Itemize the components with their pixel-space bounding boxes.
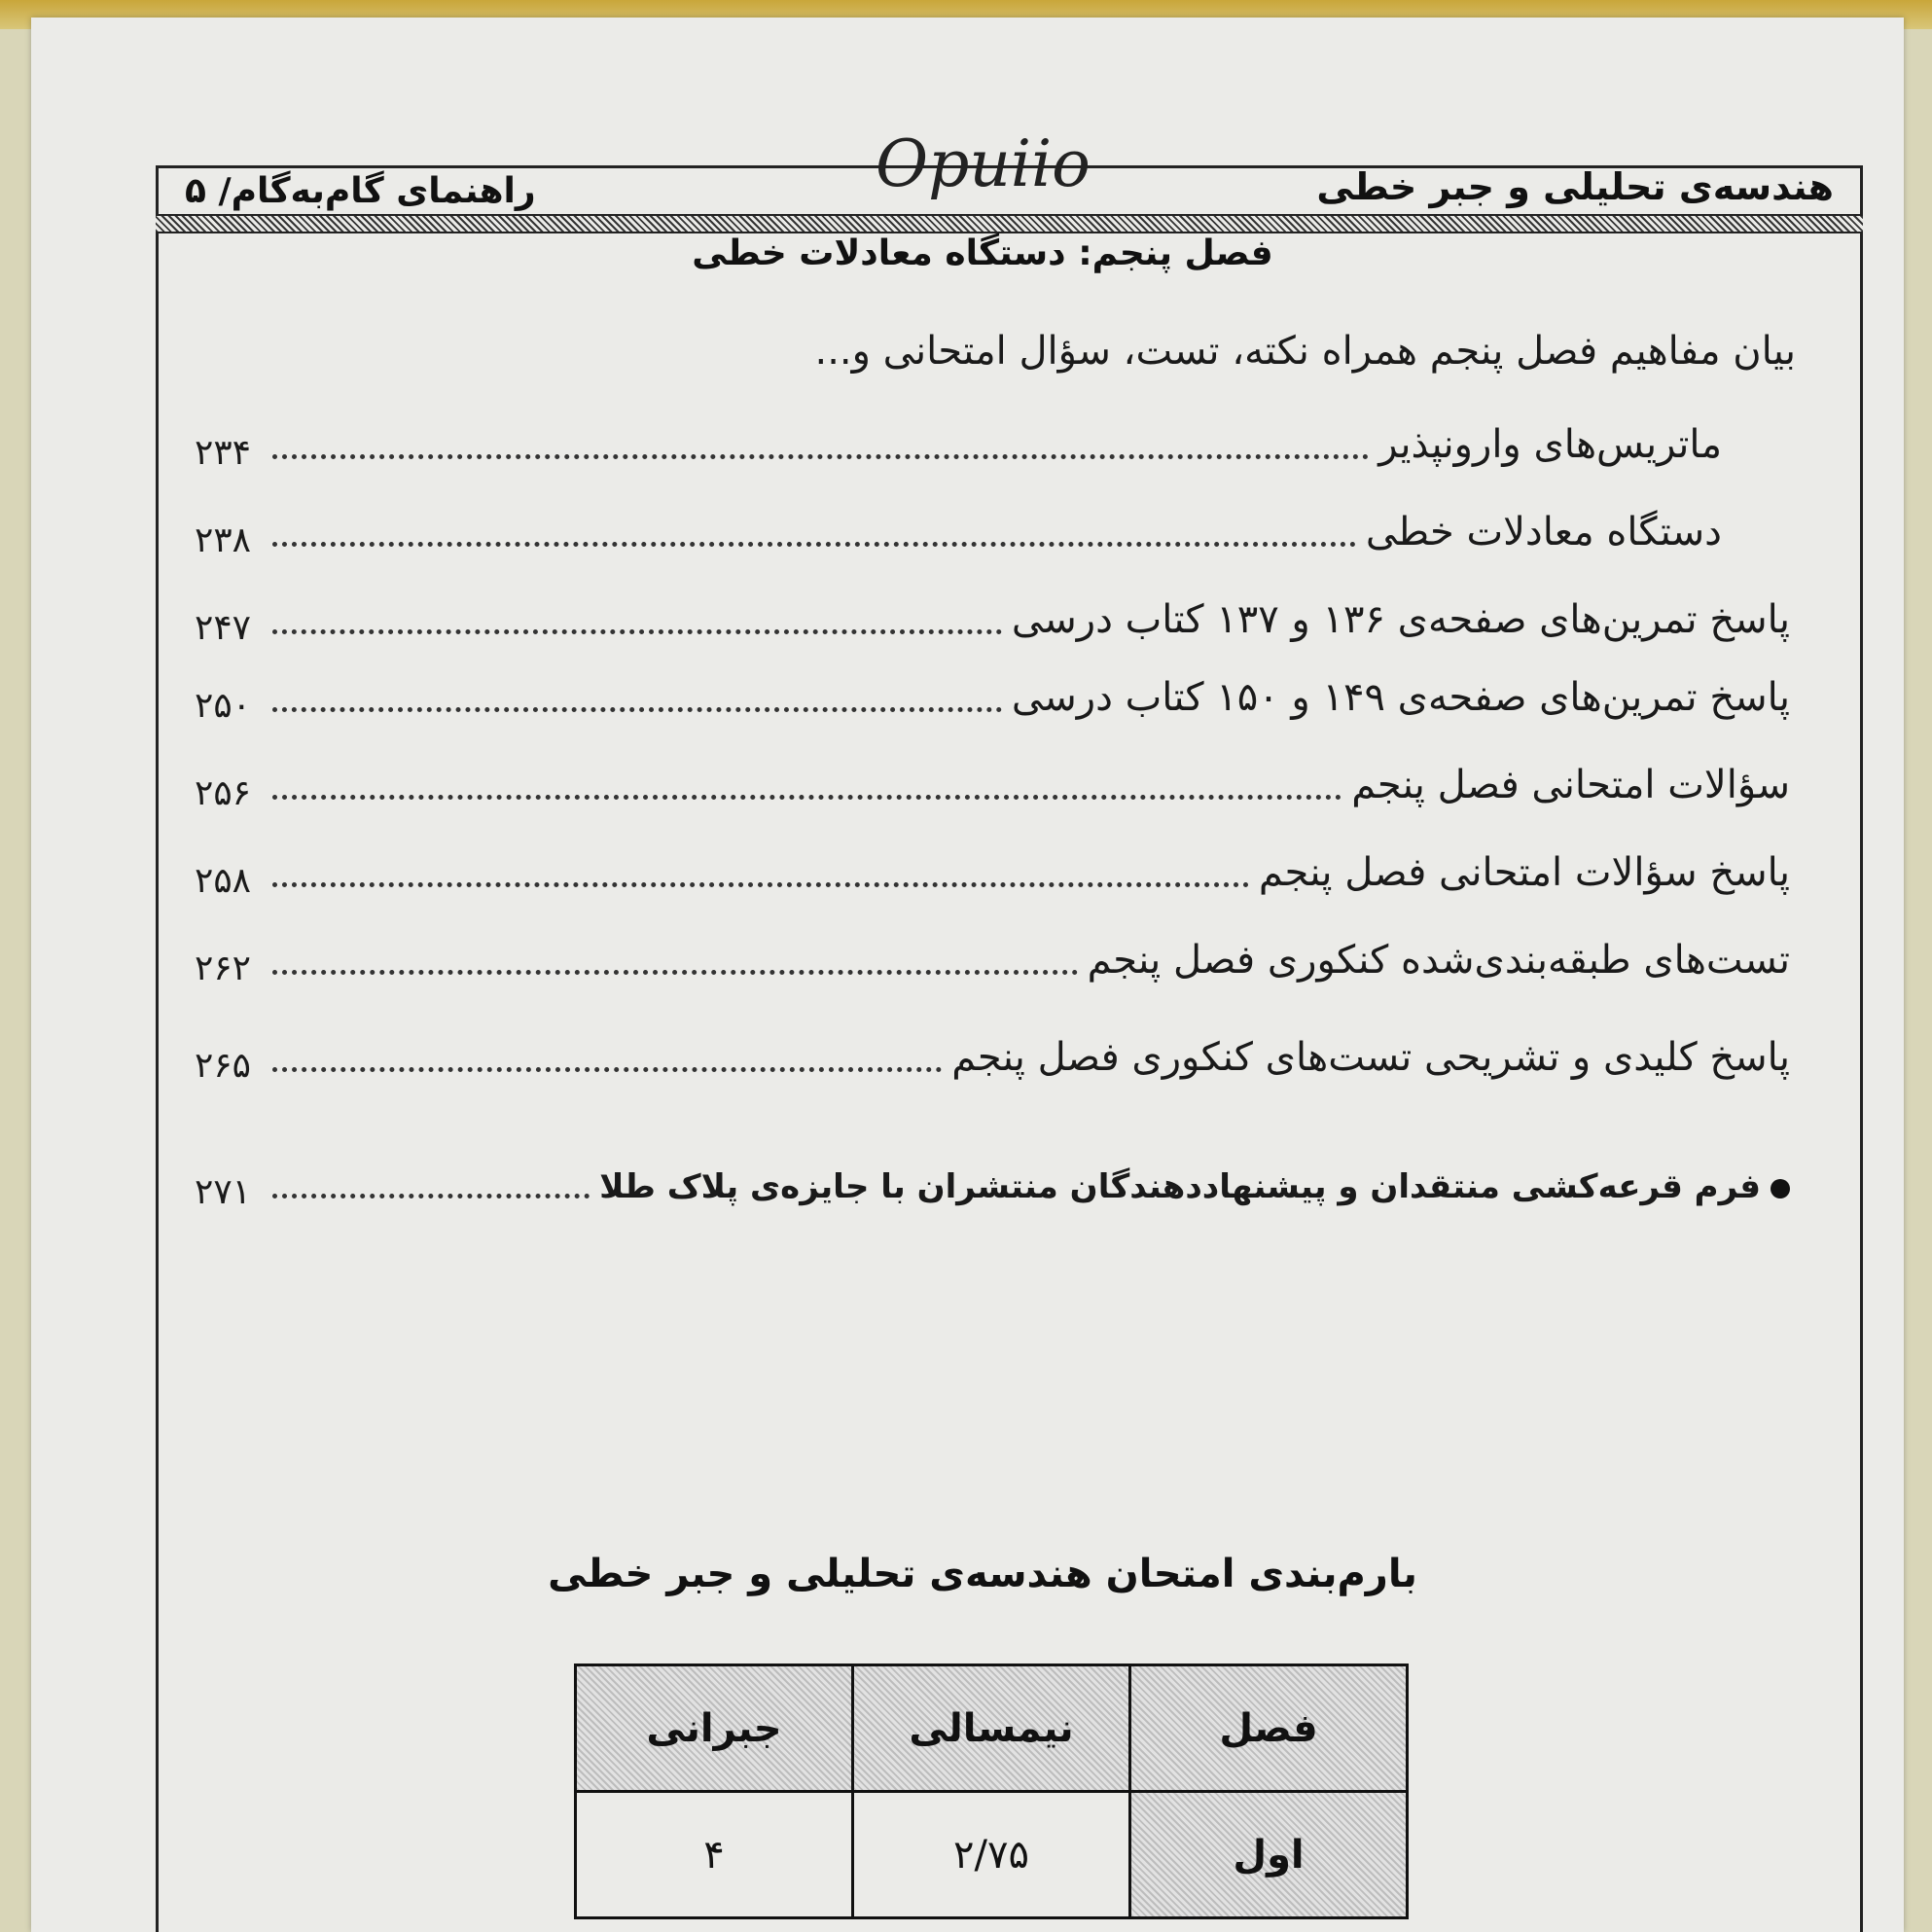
table-cell: ۴ xyxy=(576,1792,853,1918)
chapter-intro: بیان مفاهیم فصل پنجم همراه نکته، تست، سؤال امتحانی و... xyxy=(814,329,1796,374)
toc-entry-page: ۲۴۷ xyxy=(195,608,252,648)
table-cell: اول xyxy=(1130,1792,1408,1918)
toc-entry-label: سؤالات امتحانی فصل پنجم xyxy=(1351,763,1790,807)
toc-entry-label: پاسخ تمرین‌های صفحه‌ی ۱۴۹ و ۱۵۰ کتاب درسی xyxy=(1011,675,1790,720)
toc-entry[interactable] xyxy=(195,496,1790,564)
toc-entry-label xyxy=(599,1167,1790,1216)
toc-entry-page: ۲۵۰ xyxy=(195,686,252,726)
toc-entry-label: دستگاه معادلات خطی xyxy=(1365,510,1722,555)
toc-entry-page: ۲۳۸ xyxy=(195,520,252,560)
toc-entry-label: ماتریس‌های وارونپذیر xyxy=(1378,422,1722,467)
toc-leader-dots xyxy=(272,629,1002,634)
toc-leader-dots xyxy=(272,542,1356,547)
toc-entry-page: ۲۵۸ xyxy=(195,861,252,901)
toc-leader-dots xyxy=(272,707,1002,712)
table-header-row xyxy=(576,1665,1408,1792)
toc-entry[interactable] xyxy=(195,1021,1790,1090)
toc-entry-page: ۲۷۱ xyxy=(195,1172,252,1212)
toc-entry-page: ۲۶۵ xyxy=(195,1046,252,1086)
header-divider xyxy=(156,214,1863,233)
toc-leader-dots xyxy=(272,882,1249,887)
toc-leader-dots xyxy=(272,1194,590,1199)
toc-entry-label: پاسخ سؤالات امتحانی فصل پنجم xyxy=(1258,850,1790,895)
toc-leader-dots xyxy=(272,970,1078,975)
book-title: هندسه‌ی تحلیلی و جبر خطی xyxy=(1316,165,1834,208)
table-header-cell: نیمسالی xyxy=(853,1665,1130,1792)
publisher-logo: Opuiio xyxy=(876,126,1091,201)
toc-leader-dots xyxy=(272,1067,942,1072)
score-table-title: بارم‌بندی امتحان هندسه‌ی تحلیلی و جبر خطی xyxy=(548,1552,1417,1596)
toc-entry-page: ۲۵۶ xyxy=(195,773,252,813)
table-row xyxy=(576,1792,1408,1918)
score-table xyxy=(574,1664,1409,1919)
toc-entry-label: تست‌های طبقه‌بندی‌شده کنکوری فصل پنجم xyxy=(1087,938,1790,983)
table-cell: ۲/۷۵ xyxy=(853,1792,1130,1918)
toc-entry[interactable] xyxy=(195,584,1790,652)
toc-entry[interactable] xyxy=(195,1148,1790,1216)
toc-entry[interactable] xyxy=(195,662,1790,730)
toc-entry[interactable] xyxy=(195,924,1790,992)
toc-entry-label: پاسخ کلیدی و تشریحی تست‌های کنکوری فصل پنجم xyxy=(951,1035,1790,1080)
guide-label: راهنمای گام‌به‌گام/ ۵ xyxy=(185,171,536,211)
toc-entry[interactable] xyxy=(195,837,1790,905)
toc-entry-page: ۲۳۴ xyxy=(195,433,252,473)
toc-entry[interactable] xyxy=(195,409,1790,477)
toc-entry-label: پاسخ تمرین‌های صفحه‌ی ۱۳۶ و ۱۳۷ کتاب درسی xyxy=(1011,597,1790,642)
toc-leader-dots xyxy=(272,454,1369,459)
table-header-cell: جبرانی xyxy=(576,1665,853,1792)
toc-entry[interactable] xyxy=(195,749,1790,817)
bullet-icon xyxy=(1771,1179,1790,1199)
toc-entry-page: ۲۶۲ xyxy=(195,948,252,988)
table-header-cell: فصل xyxy=(1130,1665,1408,1792)
chapter-title: فصل پنجم: دستگاه معادلات خطی xyxy=(692,233,1273,273)
toc-entry-label-text: فرم قرعه‌کشی منتقدان و پیشنهاددهندگان منتشران با جایزه‌ی پلاک طلا xyxy=(599,1167,1761,1206)
toc-leader-dots xyxy=(272,795,1342,800)
